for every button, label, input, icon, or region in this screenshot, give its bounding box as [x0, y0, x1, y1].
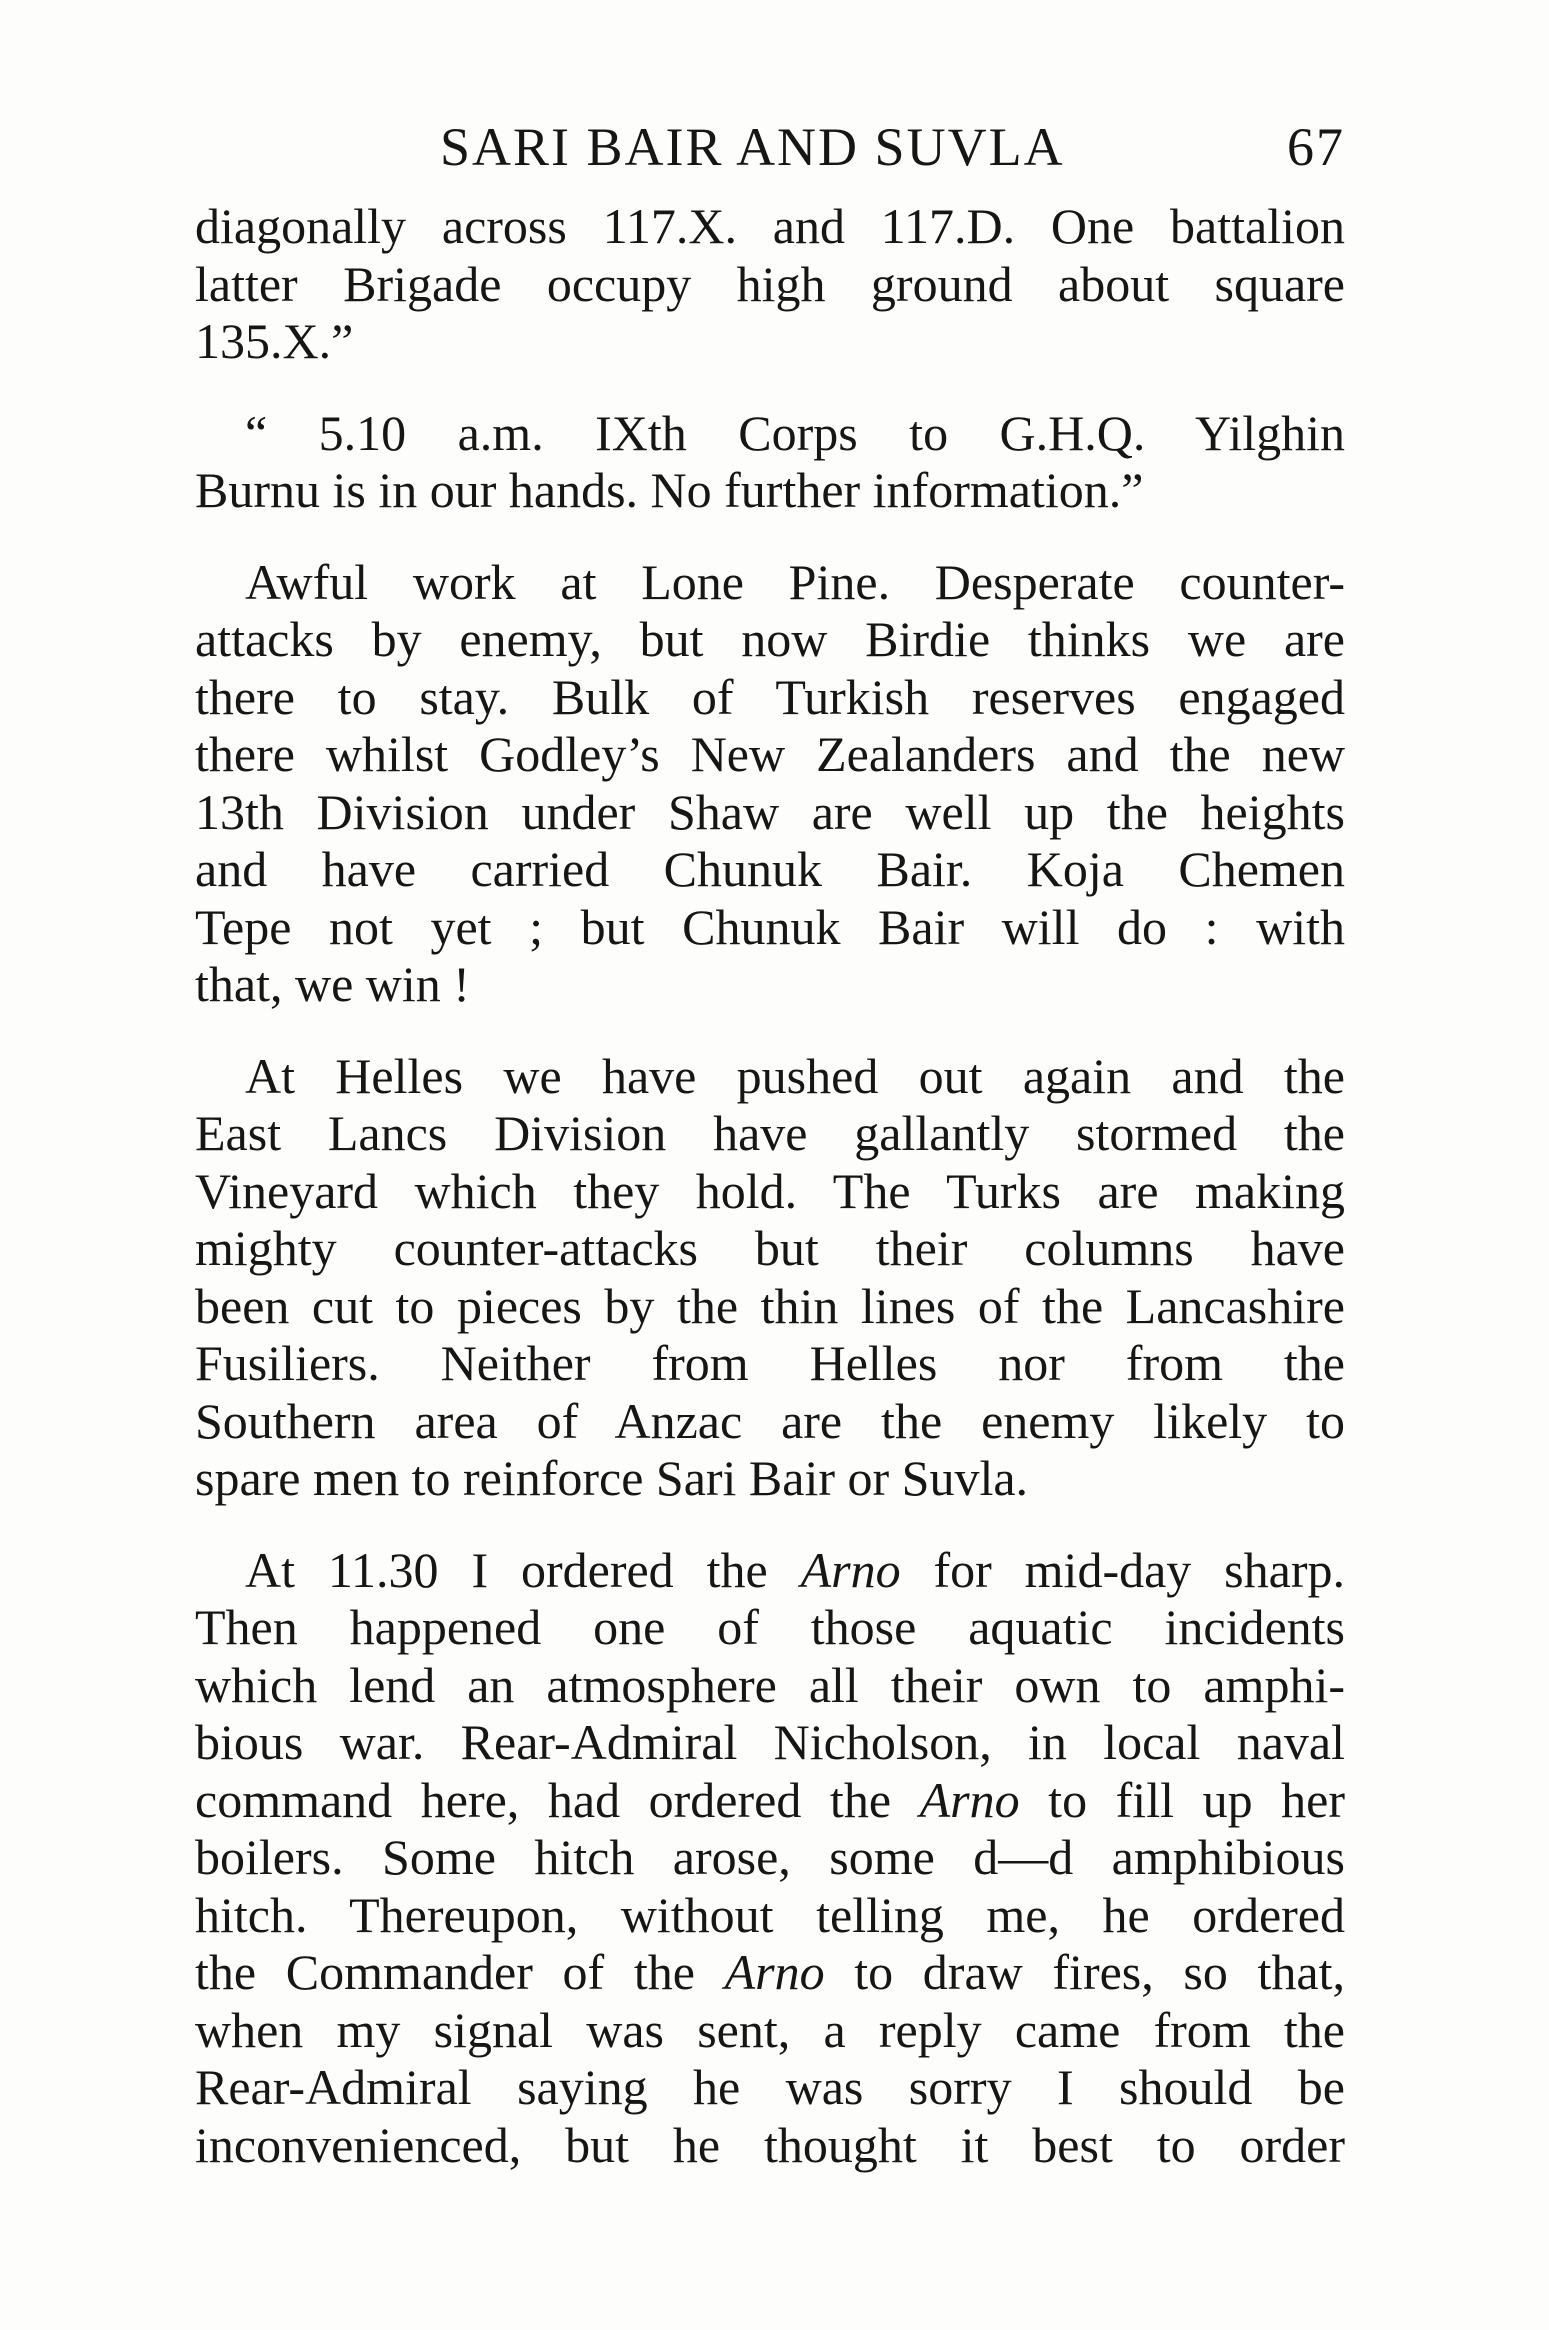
text-line: when my signal was sent, a reply came from the — [195, 2001, 1345, 2058]
paragraph-5 — [195, 1542, 1345, 2175]
ship-name: Arno — [724, 1944, 825, 2000]
text-line: Rear-Admiral saying he was sorry I should be — [195, 2059, 1345, 2115]
text-line: command here, had ordered the Arno to fill up her — [195, 1771, 1345, 1828]
text-line: the Commander of the Arno to draw fires, so that, — [195, 1944, 1345, 2000]
ship-name: Arno — [800, 1541, 901, 1598]
text-line: that, we win ! — [195, 956, 470, 1012]
text-line: inconvenienced, but he thought it best to order — [195, 2116, 1345, 2173]
text-line: Awful work at Lone Pine. Desperate counter- — [245, 553, 1345, 610]
text-line: bious war. Rear-Admiral Nicholson, in local naval — [195, 1714, 1345, 1770]
paragraph-2 — [195, 405, 1345, 520]
text-line: Then happened one of those aquatic incidents — [195, 1599, 1345, 1655]
text-line: Southern area of Anzac are the enemy likely to — [195, 1392, 1345, 1449]
text-line: which lend an atmosphere all their own to amphi- — [195, 1656, 1345, 1713]
text-line: diagonally across 117.X. and 117.D. One battalion — [195, 198, 1345, 254]
ship-name: Arno — [919, 1771, 1020, 1828]
text-line: Fusiliers. Neither from Helles nor from the — [195, 1335, 1345, 1391]
running-title: SARI BAIR AND SUVLA — [440, 117, 1065, 177]
text-line: mighty counter-attacks but their columns have — [195, 1220, 1345, 1276]
text-line: Tepe not yet ; but Chunuk Bair will do : with — [195, 898, 1345, 955]
text-line: hitch. Thereupon, without telling me, he ordered — [195, 1886, 1345, 1943]
text-line: there whilst Godley’s New Zealanders and the new — [195, 726, 1345, 782]
text-line: Burnu is in our hands. No further information.” — [195, 462, 1144, 518]
text-line: Vineyard which they hold. The Turks are making — [195, 1162, 1345, 1219]
text-line: there to stay. Bulk of Turkish reserves engaged — [195, 668, 1345, 725]
text-line: 135.X.” — [195, 313, 354, 369]
paragraph-1 — [195, 198, 1345, 371]
text-line: At 11.30 I ordered the Arno for mid-day sharp. — [245, 1541, 1345, 1598]
text-line: boilers. Some hitch arose, some d—d amphibious — [195, 1829, 1345, 1885]
paragraph-3 — [195, 554, 1345, 1014]
text-line: latter Brigade occupy high ground about square — [195, 255, 1345, 312]
text-line: East Lancs Division have gallantly stormed the — [195, 1105, 1345, 1161]
page-body — [195, 198, 1345, 2174]
text-line: attacks by enemy, but now Birdie thinks we are — [195, 611, 1345, 667]
text-line: “ 5.10 a.m. IXth Corps to G.H.Q. Yilghin — [245, 404, 1345, 461]
paragraph-4 — [195, 1048, 1345, 1508]
text-line: spare men to reinforce Sari Bair or Suvla. — [195, 1450, 1029, 1506]
page-number: 67 — [1287, 117, 1345, 177]
text-line: been cut to pieces by the thin lines of the Lancashire — [195, 1277, 1345, 1334]
text-line: At Helles we have pushed out again and the — [245, 1047, 1345, 1104]
text-line: 13th Division under Shaw are well up the heights — [195, 783, 1345, 840]
running-header — [440, 112, 1345, 182]
text-line: and have carried Chunuk Bair. Koja Chemen — [195, 841, 1345, 897]
